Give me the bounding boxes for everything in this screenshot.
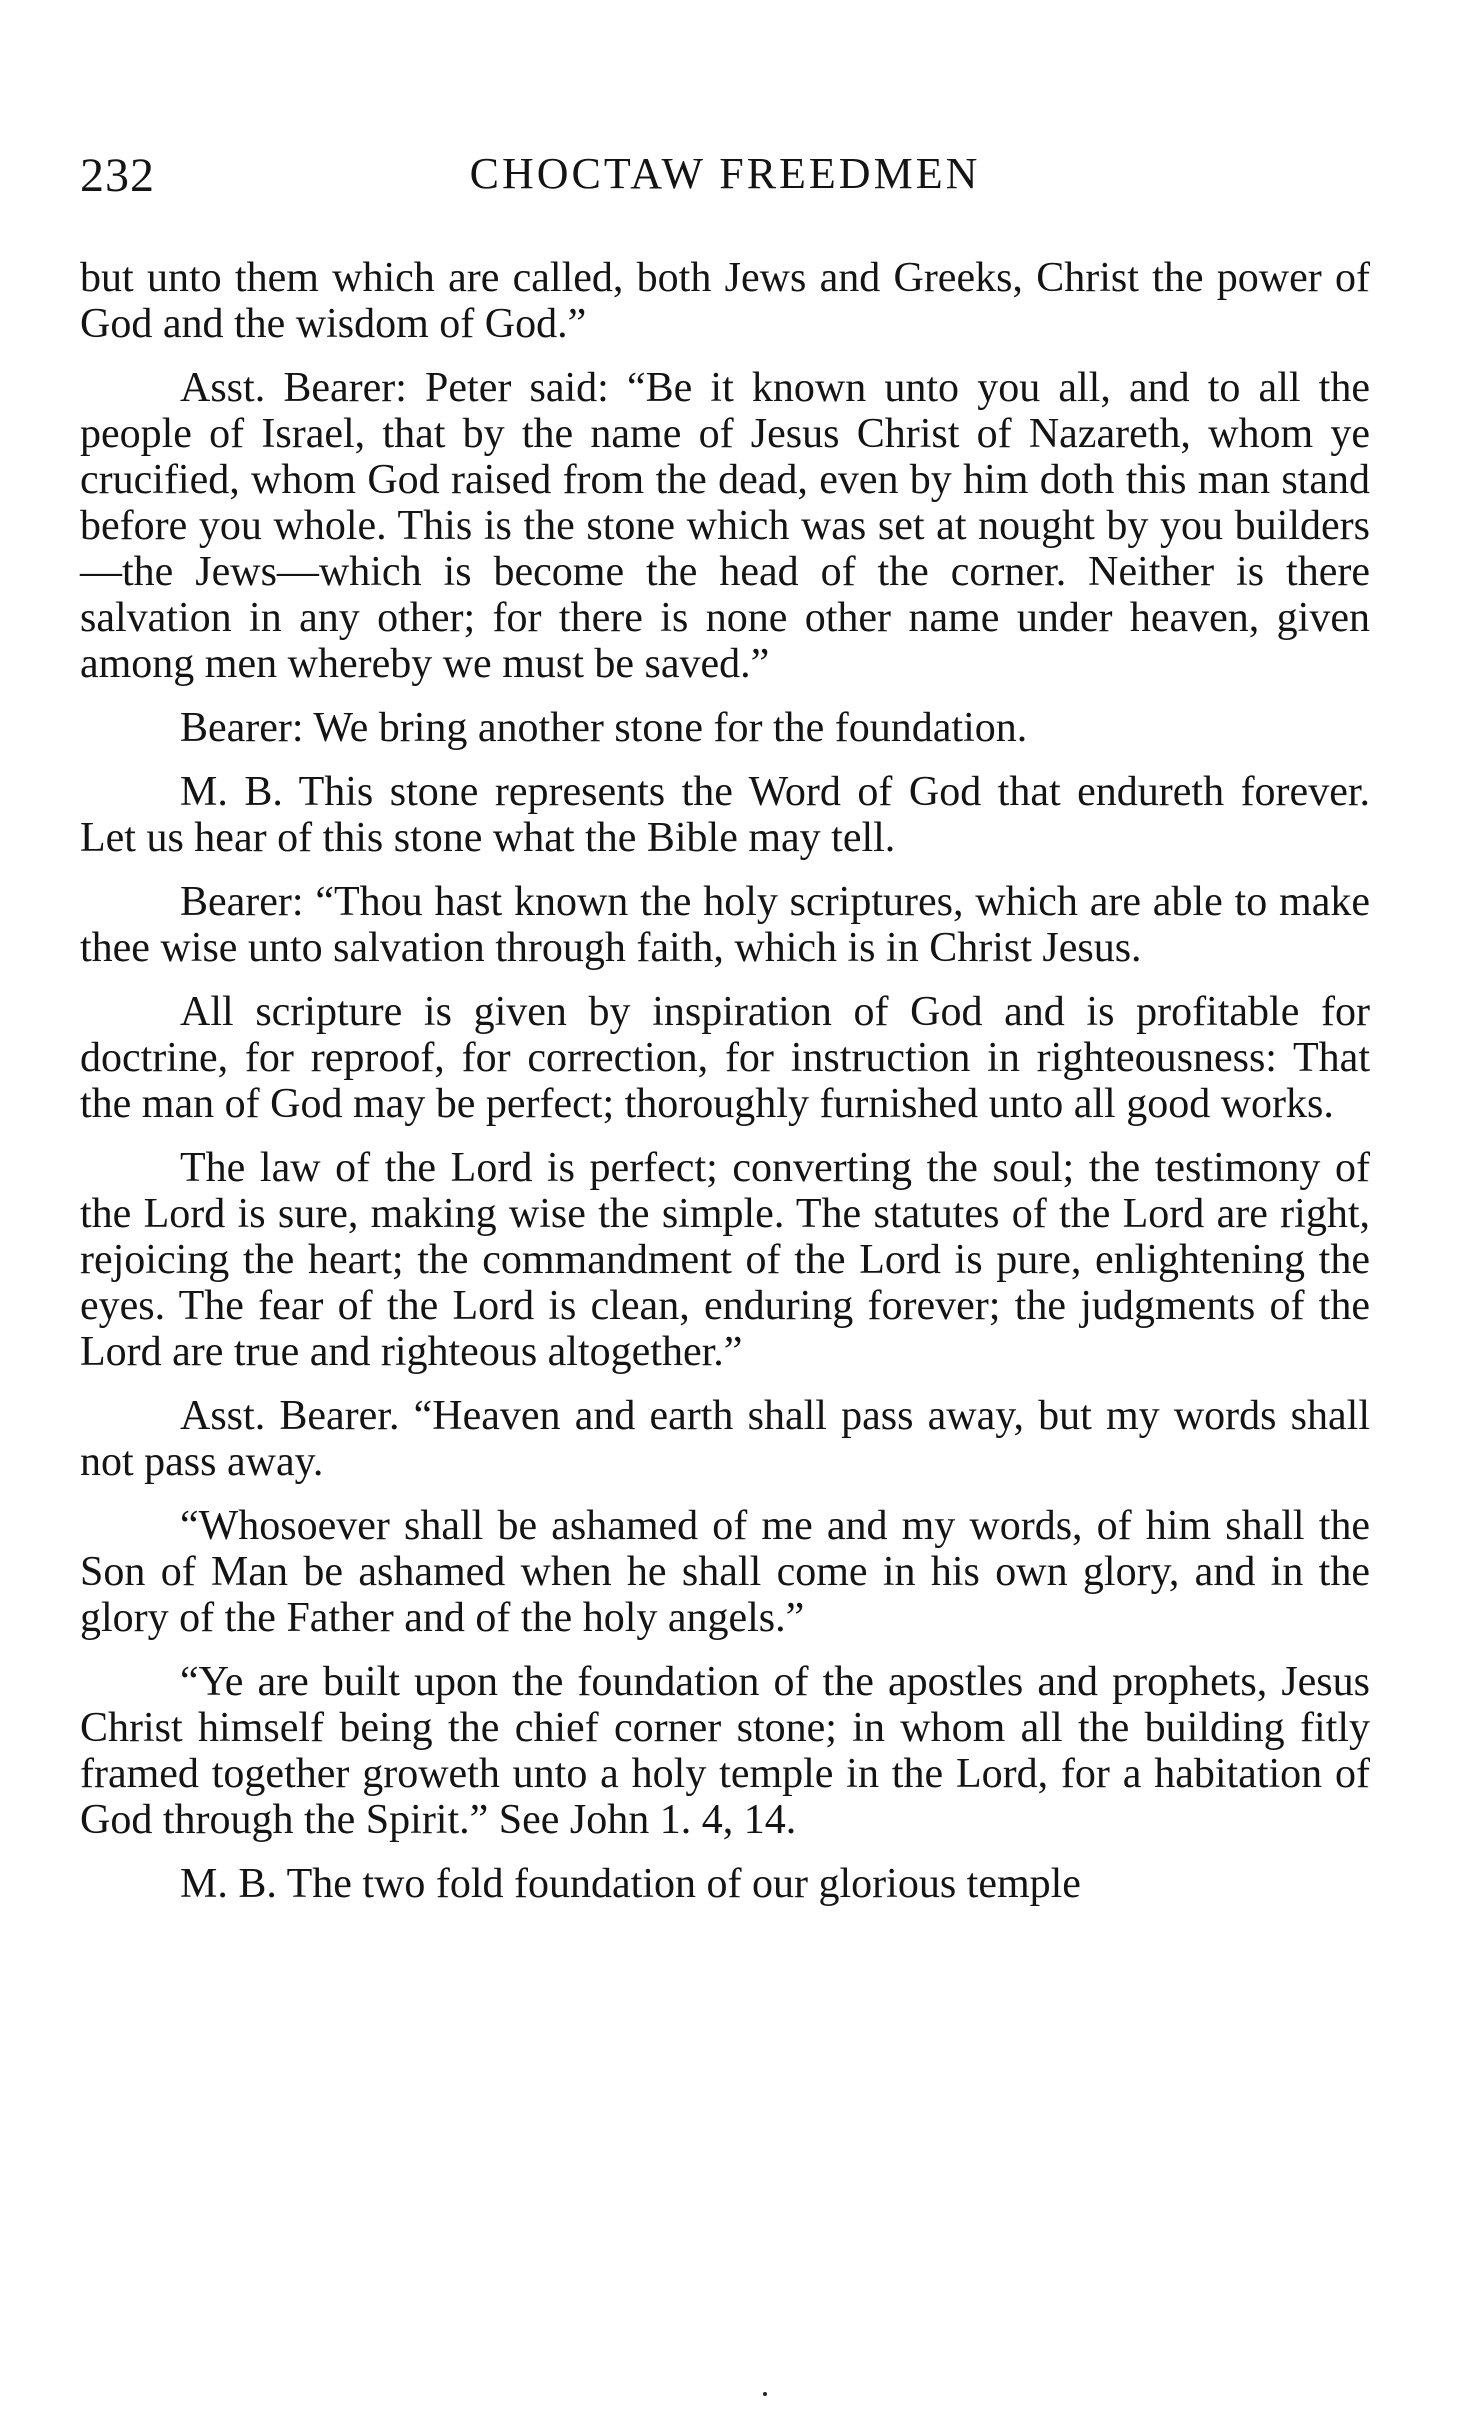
paragraph: Asst. Bearer. “Heaven and earth shall pass away, but my words shall not pass away. <box>80 1393 1370 1485</box>
page-number: 232 <box>80 149 155 202</box>
paragraph: but unto them which are called, both Jews and Greeks, Christ the power of God and the wisdom of God.” <box>80 255 1370 347</box>
paragraph: M. B. The two fold foundation of our glorious temple <box>180 1861 1081 1907</box>
paragraph: “Ye are built upon the foundation of the apostles and prophets, Jesus Christ himself being the chief corner stone; in whom all the building fitly framed together groweth unto a holy temple in the Lord, for a habitation of God through the Spirit.” See John 1. 4, 14. <box>80 1659 1370 1843</box>
paragraph: Bearer: “Thou hast known the holy scriptures, which are able to make thee wise unto salvation through faith, which is in Christ Jesus. <box>80 879 1370 971</box>
body-text <box>80 255 1370 1925</box>
paragraph: “Whosoever shall be ashamed of me and my words, of him shall the Son of Man be ashamed when he shall come in his own glory, and in the glory of the Father and of the holy angels.” <box>80 1503 1370 1641</box>
paragraph: The law of the Lord is perfect; converting the soul; the testimony of the Lord is sure, making wise the simple. The statutes of the Lord are right, rejoicing the heart; the commandment of the Lord is pure, enlightening the eyes. The fear of the Lord is clean, enduring forever; the judgments of the Lord are true and righteous altogether.” <box>80 1145 1370 1375</box>
book-page <box>80 0 1370 1907</box>
paragraph: All scripture is given by inspiration of God and is profitable for doctrine, for reproof, for correction, for instruction in righteousness: That the man of God may be perfect; thoroughly furnished unto all good works. <box>80 989 1370 1127</box>
paragraph: Bearer: We bring another stone for the foundation. <box>180 705 1028 751</box>
print-speck <box>763 2392 767 2396</box>
paragraph: Asst. Bearer: Peter said: “Be it known unto you all, and to all the people of Israel, that by the name of Jesus Christ of Nazareth, whom ye crucified, whom God raised from the dead, even by him doth this man stand before you whole. This is the stone which was set at nought by you builders—the Jews—which is become the head of the corner. Neither is there salvation in any other; for there is none other name under heaven, given among men whereby we must be saved.” <box>80 365 1370 687</box>
running-head <box>80 0 1370 240</box>
book-title: CHOCTAW FREEDMEN <box>469 149 981 198</box>
paragraph: M. B. This stone represents the Word of God that endureth forever. Let us hear of this stone what the Bible may tell. <box>80 769 1370 861</box>
